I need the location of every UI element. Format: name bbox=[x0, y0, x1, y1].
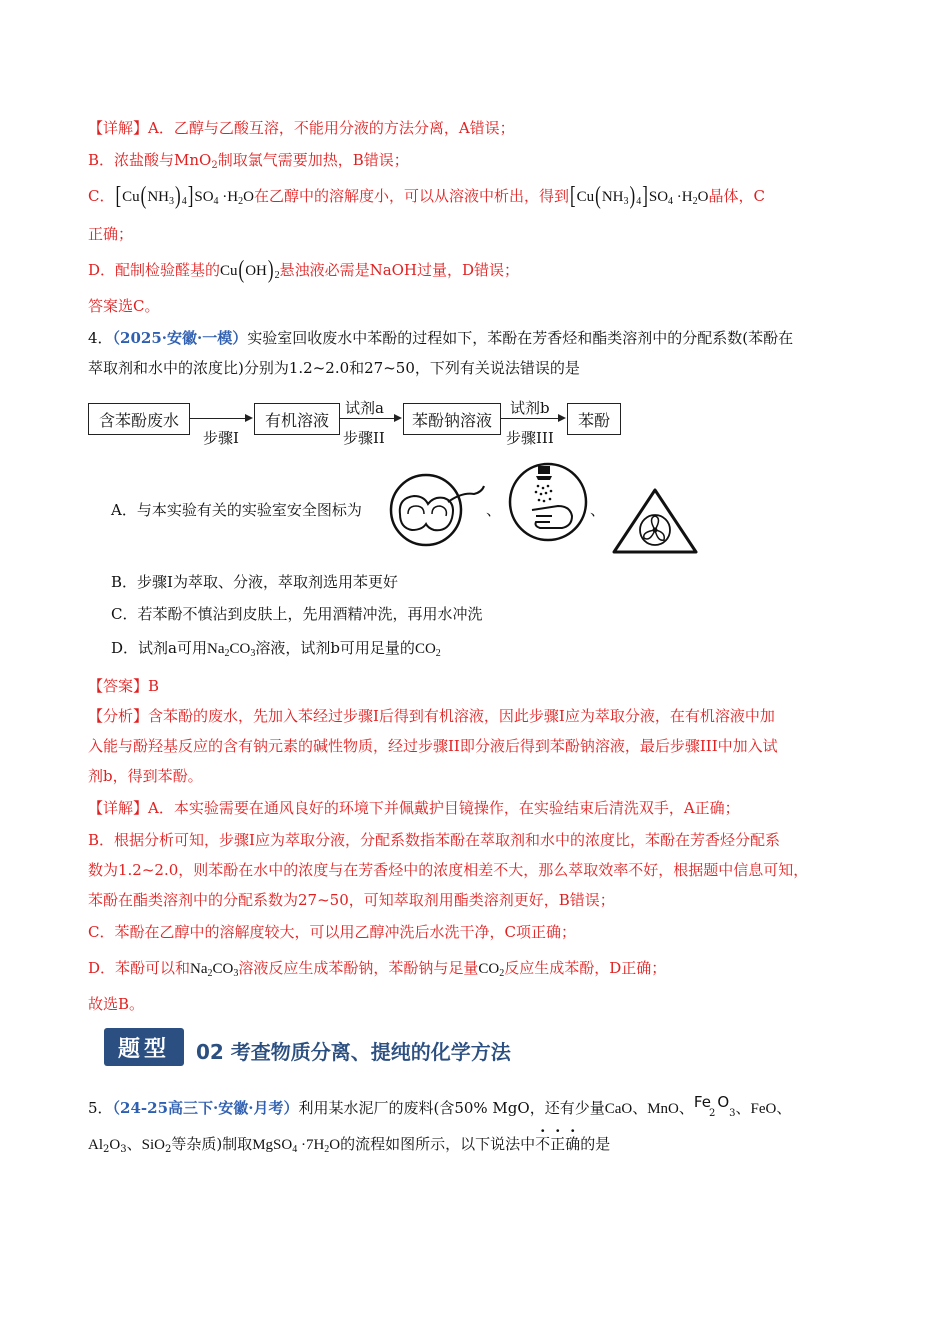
q4-detail-a: 【详解】A．本实验需要在通风良好的环境下并佩戴护目镜操作，在实验结束后清洗双手，A正确； bbox=[88, 799, 740, 817]
q4-option-a: A．与本实验有关的实验室安全图标为 bbox=[111, 501, 362, 519]
flow-arrow-2 bbox=[339, 418, 400, 419]
flow-reagent-b: 试剂b bbox=[510, 399, 550, 417]
q3-detail-d: D．配制检验醛基的$Cu(OH)_2$悬浊液必需是NaOH过量，D错误； bbox=[88, 255, 520, 284]
flow-arrow-1 bbox=[189, 418, 251, 419]
flow-step-3: 步骤III bbox=[506, 429, 554, 447]
flow-box-wastewater: 含苯酚废水 bbox=[88, 403, 190, 435]
q4-analysis-1: 【分析】含苯酚的废水，先加入苯经过步骤I后得到有机溶液，因此步骤I应为萃取分液，在有机溶液中加 bbox=[88, 707, 775, 725]
q5-stem-line1: 5．（24-25高三下·安徽·月考）利用某水泥厂的废料(含50% MgO，还有少量CaO、MnO、$Fe_2O_3$、FeO、 bbox=[88, 1093, 792, 1119]
flow-step-1: 步骤I bbox=[203, 429, 239, 447]
flow-reagent-a: 试剂a bbox=[345, 399, 384, 417]
ventilation-fan-icon bbox=[610, 486, 700, 560]
q4-answer: 【答案】B bbox=[88, 677, 160, 695]
q4-analysis-3: 剂b，得到苯酚。 bbox=[88, 767, 203, 785]
section-title: 02 考查物质分离、提纯的化学方法 bbox=[196, 1040, 511, 1064]
q3-detail-c: C．$[Cu(NH_3)_4]SO_4 \cdot H_2O$在乙醇中的溶解度小，可以从溶液中析出，得到$[Cu(NH_3)_4]SO_4 \cdot H_2O$晶体，C bbox=[88, 181, 765, 210]
q4-analysis-2: 入能与酚羟基反应的含有钠元素的碱性物质，经过步骤II即分液后得到苯酚钠溶液，最后步骤III中加入试 bbox=[88, 737, 778, 755]
separator-1: 、 bbox=[486, 501, 502, 519]
section-badge: 题型 bbox=[104, 1028, 184, 1066]
q4-stem-line2: 萃取剂和水中的浓度比)分别为1.2~2.0和27~50，下列有关说法错误的是 bbox=[88, 359, 580, 377]
q4-final-answer: 故选B。 bbox=[88, 995, 145, 1013]
q4-option-c: C．若苯酚不慎沾到皮肤上，先用酒精冲洗，再用水冲洗 bbox=[111, 605, 483, 623]
q4-stem-line1: 4．（2025·安徽·一模）实验室回收废水中苯酚的过程如下，苯酚在芳香烃和酯类溶剂中的分配系数(苯酚在 bbox=[88, 329, 794, 347]
q4-detail-c: C．苯酚在乙醇中的溶解度较大，可以用乙醇冲洗后水洗干净，C项正确； bbox=[88, 923, 576, 941]
q3-detail-a: 【详解】A．乙醇与乙酸互溶，不能用分液的方法分离，A错误； bbox=[88, 119, 515, 137]
separator-2: 、 bbox=[590, 501, 606, 519]
q4-option-b: B．步骤Ⅰ为萃取、分液，萃取剂选用苯更好 bbox=[111, 573, 398, 591]
flow-step-2: 步骤II bbox=[343, 429, 385, 447]
flow-box-phenol: 苯酚 bbox=[567, 403, 621, 435]
q3-detail-c-cont: 正确； bbox=[88, 225, 134, 243]
flow-box-phenoxide: 苯酚钠溶液 bbox=[403, 403, 501, 435]
q4-option-d: D．试剂a可用$Na_2CO_3$溶液，试剂b可用足量的$CO_2$ bbox=[111, 639, 441, 659]
flow-arrow-3 bbox=[500, 418, 564, 419]
q3-detail-b: B．浓盐酸与MnO$_2$制取氯气需要加热，B错误； bbox=[88, 151, 409, 171]
q5-stem-line2: $Al_2O_3$、SiO$_2$等杂质)制取MgSO$_4$ $\cdot 7H_2O$的流程如图所示，以下说法中不正确的是 bbox=[88, 1135, 611, 1155]
q4-detail-b-1: B．根据分析可知，步骤I应为萃取分液，分配系数指苯酚在萃取剂和水中的浓度比，苯酚在芳香烃分配系 bbox=[88, 831, 780, 849]
hand-wash-icon bbox=[506, 460, 590, 548]
q4-detail-b-3: 苯酚在酯类溶剂中的分配系数为27~50，可知萃取剂用酯类溶剂更好，B错误； bbox=[88, 891, 615, 909]
q3-answer: 答案选C。 bbox=[88, 297, 160, 315]
q4-detail-d: D．苯酚可以和$Na_2CO_3$溶液反应生成苯酚钠，苯酚钠与足量$CO_2$反应生成苯酚，D正确； bbox=[88, 959, 667, 979]
goggles-icon bbox=[388, 470, 488, 554]
q4-detail-b-2: 数为1.2~2.0，则苯酚在水中的浓度与在芳香烃中的浓度相差不大，那么萃取效率不好，根据题中信息可知， bbox=[88, 861, 809, 879]
flow-box-organic: 有机溶液 bbox=[254, 403, 340, 435]
